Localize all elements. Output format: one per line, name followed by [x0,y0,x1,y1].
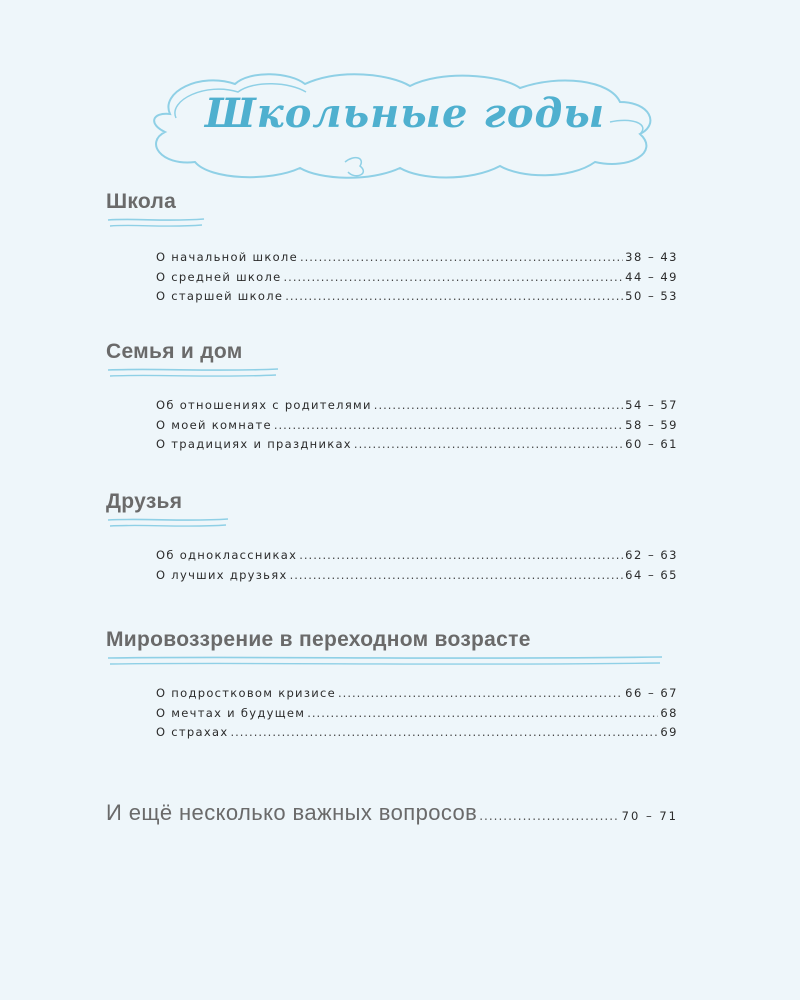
dot-leader [307,706,658,720]
dot-leader [374,398,623,412]
entry-pages: 69 [660,725,678,739]
title-banner [140,62,670,192]
entry-label: О лучших друзьях [156,567,288,582]
toc-entry[interactable] [156,706,678,726]
toc-entry[interactable] [156,568,678,588]
entry-pages: 60 – 61 [625,437,678,451]
scribble-underline [106,654,666,668]
entry-label: О начальной школе [156,250,298,264]
dot-leader [284,270,624,284]
toc-entry[interactable] [156,437,678,457]
scribble-underline [106,516,231,530]
section-title: Мировоззрение в переходном возрасте [106,628,531,651]
entry-label: О средней школе [156,269,282,284]
dot-leader [274,418,623,432]
entry-label: О старшей школе [156,289,284,303]
entry-label: Об одноклассниках [156,548,298,562]
section-title: Семья и дом [106,340,243,363]
entry-pages: 66 – 67 [625,686,678,700]
entry-label: И ещё несколько важных вопросов [106,800,478,825]
entry-label: О моей комнате [156,417,272,432]
entry-pages: 62 – 63 [625,548,678,562]
scribble-underline [106,216,206,230]
entry-pages: 70 – 71 [621,809,678,823]
toc-entry[interactable] [156,725,678,745]
dot-leader [479,809,619,823]
toc-list-friends [156,548,678,587]
toc-entry[interactable] [156,548,678,568]
entry-pages: 44 – 49 [625,269,678,284]
section-title: Школа [106,190,177,213]
toc-entry-final[interactable] [106,800,678,826]
section-school [106,190,206,230]
scribble-underline [106,366,281,380]
toc-list-worldview [156,686,678,745]
toc-entry[interactable] [156,418,678,438]
dot-leader [285,289,623,303]
entry-label: О мечтах и будущем [156,705,306,720]
entry-pages: 68 [660,705,678,720]
dot-leader [338,686,623,700]
dot-leader [300,250,623,264]
section-friends [106,490,231,530]
dot-leader [354,437,623,451]
toc-entry[interactable] [156,270,678,290]
page-title: Школьные годы [204,90,606,137]
entry-label: О подростковом кризисе [156,686,337,700]
dot-leader [230,725,658,739]
entry-pages: 38 – 43 [625,250,678,264]
entry-label: О традициях и праздниках [156,437,352,451]
entry-pages: 58 – 59 [625,417,678,432]
entry-label: О страхах [156,725,229,739]
dot-leader [299,548,623,562]
section-family [106,340,281,380]
toc-entry[interactable] [156,398,678,418]
toc-list-school [156,250,678,309]
entry-pages: 54 – 57 [625,398,678,412]
entry-label: Об отношениях с родителями [156,398,372,412]
dot-leader [290,568,624,582]
entry-pages: 64 – 65 [625,567,678,582]
toc-list-family [156,398,678,457]
section-worldview [106,628,666,668]
toc-entry[interactable] [156,289,678,309]
entry-pages: 50 – 53 [625,289,678,303]
section-title: Друзья [106,490,183,513]
toc-entry[interactable] [156,686,678,706]
toc-entry[interactable] [156,250,678,270]
